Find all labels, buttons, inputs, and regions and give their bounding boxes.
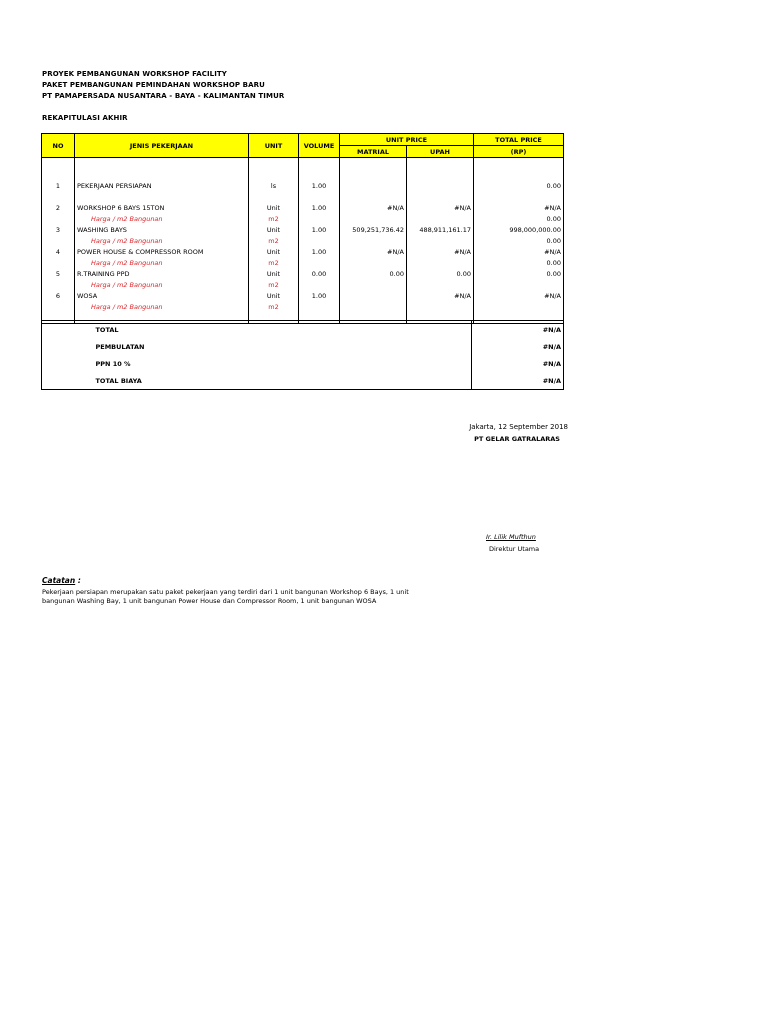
row-unit: Unit [249, 224, 299, 235]
row-unit: Unit [249, 290, 299, 301]
totals-label: PPN 10 % [95, 359, 131, 368]
totals-value: #N/A [472, 321, 564, 339]
row-sub-unit: m2 [249, 213, 299, 224]
row-total: 0.00 [474, 180, 564, 191]
row-upah: #N/A [407, 202, 474, 213]
row-jenis: WOSA [75, 290, 249, 301]
row-jenis: POWER HOUSE & COMPRESSOR ROOM [75, 246, 249, 257]
table-row [42, 290, 564, 301]
col-total-price: TOTAL PRICE [474, 134, 564, 146]
row-sub-total: 0.00 [474, 213, 564, 224]
row-unit: Unit [249, 246, 299, 257]
table-row [42, 246, 564, 257]
company-title: PT PAMAPERSADA NUSANTARA - BAYA - KALIMANTAN TIMUR [42, 92, 285, 100]
package-title: PAKET PEMBANGUNAN PEMINDAHAN WORKSHOP BARU [42, 81, 265, 89]
row-volume: 1.00 [299, 224, 340, 235]
col-jenis: JENIS PEKERJAAN [75, 134, 249, 158]
row-total: #N/A [474, 246, 564, 257]
row-sub-unit: m2 [249, 279, 299, 290]
row-upah [407, 180, 474, 191]
row-total: #N/A [474, 202, 564, 213]
place-date: Jakarta, 12 September 2018 [469, 423, 568, 431]
row-volume: 1.00 [299, 290, 340, 301]
row-upah: #N/A [407, 290, 474, 301]
row-jenis: WASHING BAYS [75, 224, 249, 235]
totals-row [42, 355, 564, 372]
table-row [42, 268, 564, 279]
row-upah: 488,911,161.17 [407, 224, 474, 235]
totals-value: #N/A [472, 372, 564, 390]
row-total: 998,000,000.00 [474, 224, 564, 235]
col-unit: UNIT [249, 134, 299, 158]
col-no: NO [42, 134, 75, 158]
totals-row [42, 321, 564, 339]
totals-row [42, 338, 564, 355]
signer-title: Direktur Utama [489, 545, 540, 553]
notes-heading: Catatan [42, 576, 76, 585]
section-title: REKAPITULASI AKHIR [42, 114, 128, 122]
row-sub-label: Harga / m2 Bangunan [75, 301, 249, 312]
row-upah: 0.00 [407, 268, 474, 279]
row-volume: 1.00 [299, 246, 340, 257]
row-matrial: #N/A [340, 202, 407, 213]
totals-label: PEMBULATAN [95, 342, 145, 351]
col-rp: (RP) [474, 146, 564, 158]
row-matrial [340, 290, 407, 301]
row-matrial [340, 180, 407, 191]
row-no: 6 [42, 290, 75, 301]
row-sub-unit: m2 [249, 235, 299, 246]
row-no: 2 [42, 202, 75, 213]
row-upah: #N/A [407, 246, 474, 257]
recap-table [41, 133, 564, 324]
row-total: 0.00 [474, 268, 564, 279]
row-jenis: WORKSHOP 6 BAYS 15TON [75, 202, 249, 213]
row-no: 3 [42, 224, 75, 235]
table-subrow [42, 257, 564, 268]
row-jenis: R.TRAINING PPD [75, 268, 249, 279]
row-matrial: 509,251,736.42 [340, 224, 407, 235]
row-matrial: 0.00 [340, 268, 407, 279]
row-no: 1 [42, 180, 75, 191]
row-sub-label: Harga / m2 Bangunan [75, 257, 249, 268]
row-sub-label: Harga / m2 Bangunan [75, 279, 249, 290]
totals-table [41, 320, 564, 390]
row-no: 5 [42, 268, 75, 279]
totals-value: #N/A [472, 338, 564, 355]
notes-line-1: Pekerjaan persiapan merupakan satu paket pekerjaan yang terdiri dari 1 unit bangunan Workshop 6 Bays, 1 unit [42, 588, 409, 596]
row-total: #N/A [474, 290, 564, 301]
col-volume: VOLUME [299, 134, 340, 158]
col-upah: UPAH [407, 146, 474, 158]
signing-company: PT GELAR GATRALARAS [474, 435, 560, 443]
row-unit: ls [249, 180, 299, 191]
notes-line-2: bangunan Washing Bay, 1 unit bangunan Power House dan Compressor Room, 1 unit bangunan WOSA [42, 597, 377, 605]
table-row [42, 202, 564, 213]
row-sub-total: 0.00 [474, 235, 564, 246]
row-no: 4 [42, 246, 75, 257]
row-volume: 1.00 [299, 202, 340, 213]
table-row [42, 180, 564, 191]
table-subrow [42, 213, 564, 224]
table-subrow [42, 301, 564, 312]
totals-value: #N/A [472, 355, 564, 372]
row-unit: Unit [249, 202, 299, 213]
row-volume: 1.00 [299, 180, 340, 191]
row-sub-label: Harga / m2 Bangunan [75, 213, 249, 224]
totals-label: TOTAL BIAYA [95, 376, 142, 385]
totals-label: TOTAL [95, 325, 119, 334]
notes-colon: : [75, 576, 81, 585]
notes-heading-wrap [42, 576, 81, 585]
row-sub-unit: m2 [249, 301, 299, 312]
row-matrial: #N/A [340, 246, 407, 257]
table-subrow [42, 235, 564, 246]
col-matrial: MATRIAL [340, 146, 407, 158]
row-sub-total: 0.00 [474, 257, 564, 268]
table-subrow [42, 279, 564, 290]
totals-row [42, 372, 564, 390]
col-unit-price: UNIT PRICE [340, 134, 474, 146]
row-jenis: PEKERJAAN PERSIAPAN [75, 180, 249, 191]
row-volume: 0.00 [299, 268, 340, 279]
table-row [42, 224, 564, 235]
row-unit: Unit [249, 268, 299, 279]
signer-name: Ir. Lilik Mufthun [486, 533, 536, 541]
project-title: PROYEK PEMBANGUNAN WORKSHOP FACILITY [42, 70, 227, 78]
row-sub-unit: m2 [249, 257, 299, 268]
row-sub-label: Harga / m2 Bangunan [75, 235, 249, 246]
